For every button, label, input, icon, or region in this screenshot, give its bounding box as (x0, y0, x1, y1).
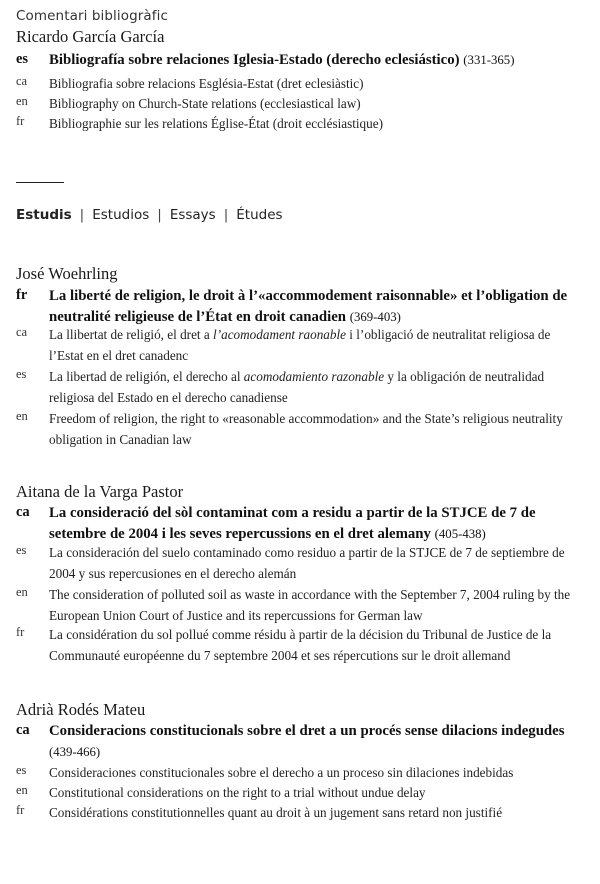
lang-code: en (16, 409, 28, 423)
entry-title: Bibliografía sobre relaciones Iglesia-Estado (derecho eclesiástico) (49, 52, 460, 68)
lang-code: fr (16, 625, 25, 639)
translation-text: La llibertat de religió, el dret a (49, 327, 214, 342)
translation-text: La consideración del suelo contaminado como residuo a partir de la STJCE de 7 de septiembre de 2004 y sus repercusiones en el derecho alemán (49, 545, 565, 581)
lang-code: fr (16, 114, 25, 128)
lang-code: es (16, 367, 27, 381)
lang-code: en (16, 783, 28, 797)
lang-code: es (16, 543, 27, 557)
article-title: Consideracions constitucionals sobre el dret a un procés sense dilacions indegudes (49, 723, 565, 739)
page-range: (331-365) (463, 53, 515, 67)
lang-code: ca (16, 722, 30, 738)
tab-etudes[interactable]: Études (236, 207, 283, 223)
article-author: Adrià Rodés Mateu (16, 700, 146, 719)
translation-text: La considération du sol pollué comme résidu à partir de la décision du Tribunal de Justice de la Communauté européenne du 7 septembre 2004 et ses répercutions sur le droit allemand (49, 627, 552, 663)
article-title: La liberté de religion, le droit à l’«accommodement raisonnable» et l’obligation de neutralité religieuse de l’État en droit canadien (49, 288, 568, 325)
tab-separator: | (79, 207, 85, 223)
translation-text: i l’obligació de neutralitat religiosa de l’Estat en el dret canadenc (49, 327, 551, 363)
lang-code: ca (16, 504, 30, 520)
page-range: (369-403) (349, 310, 401, 324)
tab-estudis[interactable]: Estudis (16, 207, 72, 223)
translation-text: Bibliography on Church-State relations (ecclesiastical law) (49, 96, 361, 111)
tab-separator: | (223, 207, 229, 223)
translation-italic: acomodamiento razonable (243, 369, 385, 384)
translation-text: Considérations constitutionnelles quant au droit à un jugement sans retard non justifié (49, 805, 503, 820)
section-tabs (16, 207, 283, 223)
lang-code: es (16, 763, 27, 777)
section-label: Comentari bibliogràfic (16, 8, 169, 24)
translation-text: Constitutional considerations on the right to a trial without undue delay (49, 785, 426, 800)
translation-text: Bibliographie sur les relations Église-État (droit ecclésiastique) (49, 116, 383, 131)
lang-code: ca (16, 74, 28, 88)
translation-text: y la obligación de neutralidad religiosa del Estado en el derecho canadiense (49, 369, 545, 405)
article-author: Aitana de la Varga Pastor (16, 482, 184, 501)
header-author: Ricardo García García (16, 27, 165, 46)
article-title: La consideració del sòl contaminat com a residu a partir de la STJCE de 7 de setembre de 2004 i les seves repercussions en el dret alemany (49, 505, 536, 542)
lang-code: es (16, 51, 29, 67)
translation-italic: l’acomodament raonable (213, 327, 346, 342)
page-range: (439-466) (49, 745, 101, 759)
translation-text: Consideraciones constitucionales sobre el derecho a un proceso sin dilaciones indebidas (49, 765, 514, 780)
lang-code: ca (16, 325, 28, 339)
translation-text: La libertad de religión, el derecho al (49, 369, 244, 384)
page-range: (405-438) (434, 527, 486, 541)
tab-separator: | (157, 207, 162, 223)
lang-code: en (16, 585, 28, 599)
article-author: José Woehrling (16, 264, 118, 283)
lang-code: fr (16, 803, 25, 817)
translation-text: Bibliografia sobre relacions Església-Estat (dret eclesiàstic) (49, 76, 364, 91)
tab-essays[interactable]: Essays (169, 207, 216, 223)
lang-code: en (16, 94, 28, 108)
translation-text: The consideration of polluted soil as waste in accordance with the September 7, 2004 ruling by the European Union Court of Justice and its repercussions for German law (49, 587, 571, 623)
lang-code: fr (16, 287, 28, 303)
tab-estudios[interactable]: Estudios (92, 207, 150, 223)
divider (16, 182, 64, 183)
translation-text: Freedom of religion, the right to «reasonable accommodation» and the State’s religious neutrality obligation in Canadian law (49, 411, 563, 447)
